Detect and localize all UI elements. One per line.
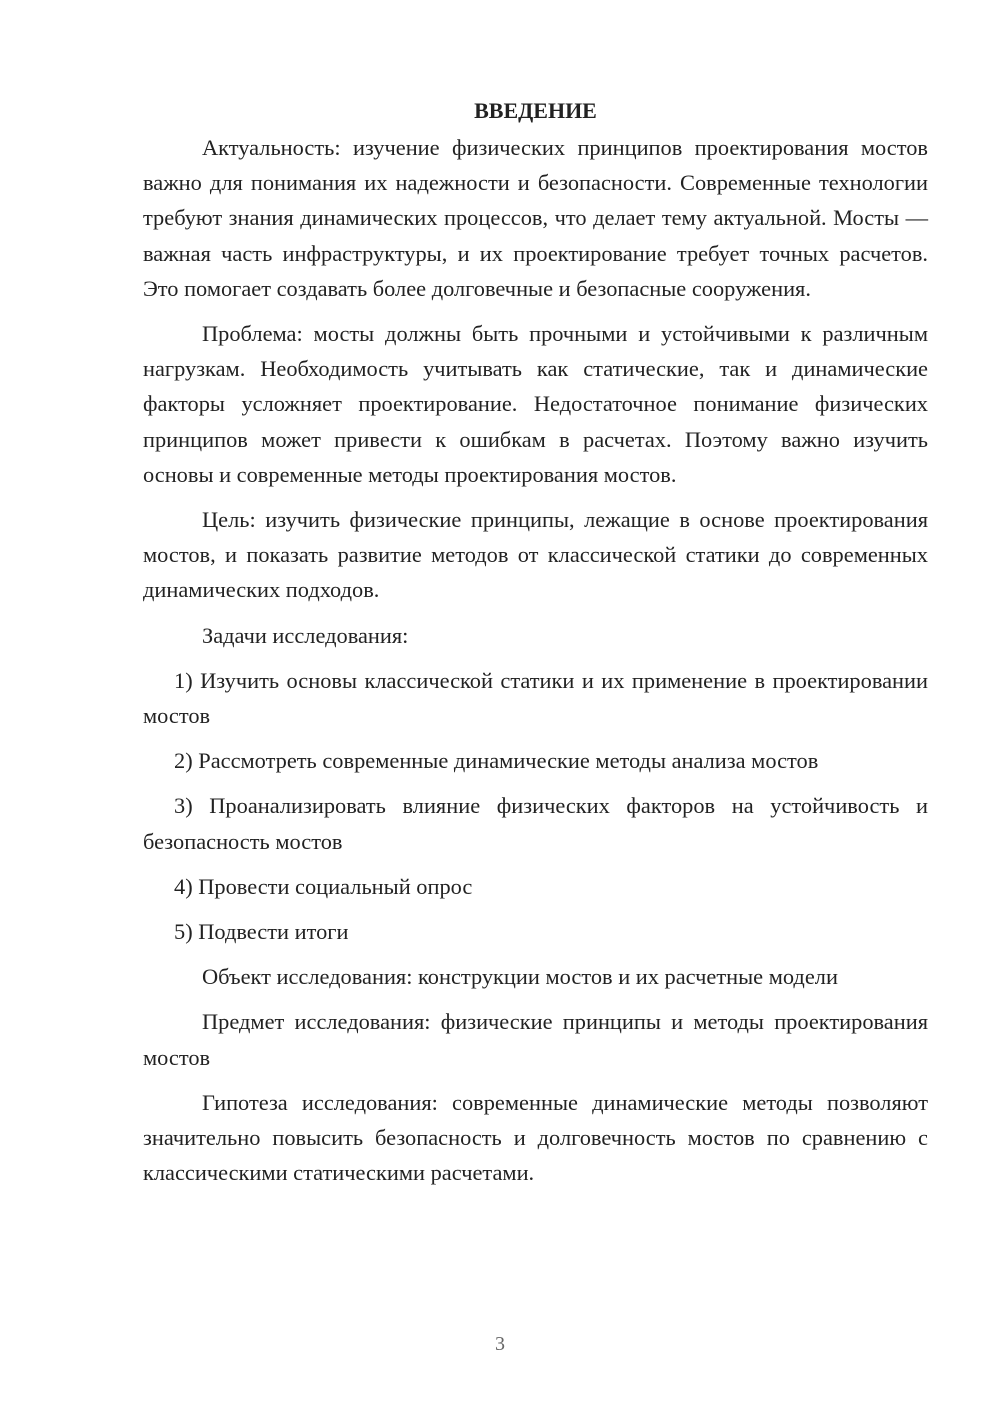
task-item: 1) Изучить основы классической статики и их применение в проектировании мостов [143, 667, 928, 729]
paragraph-tasks-heading: Задачи исследования: [202, 622, 409, 648]
paragraph-hypothesis: Гипотеза исследования: современные динамические методы позволяют значительно повысить безопасность и долговечность мостов по сравнению с классическими статическими расчетами. [143, 1089, 928, 1186]
paragraph-object: Объект исследования: конструкции мостов и их расчетные модели [202, 964, 838, 990]
paragraph-subject: Предмет исследования: физические принципы и методы проектирования мостов [143, 1009, 928, 1070]
paragraph-goal: Цель: изучить физические принципы, лежащие в основе проектирования мостов, и показать развитие методов от классической статики до современных динамических подходов. [143, 507, 928, 603]
page-number: 3 [495, 1333, 505, 1355]
paragraph-relevance: Актуальность: изучение физических принципов проектирования мостов важно для понимания их надежности и безопасности. Современные технологии требуют знания динамических процессов, что делает тему актуальной. Мосты — важная часть инфраструктуры, и их проектирование требует точных расчетов. Это помогает создавать более долговечные и безопасные сооружения. [143, 135, 928, 301]
paragraph-problem: Проблема: мосты должны быть прочными и устойчивыми к различным нагрузкам. Необходимость учитывать как статические, так и динамические факторы усложняет проектирование. Недостаточное понимание физических принципов может привести к ошибкам в расчетах. Поэтому важно изучить основы и современные методы проектирования мостов. [143, 321, 928, 487]
task-item: 3) Проанализировать влияние физических факторов на устойчивость и безопасность мостов [143, 793, 928, 854]
task-item: 2) Рассмотреть современные динамические методы анализа мостов [174, 748, 819, 774]
section-title: ВВЕДЕНИЕ [474, 98, 597, 123]
task-item: 5) Подвести итоги [174, 919, 349, 945]
document-page [143, 96, 928, 1190]
task-item: 4) Провести социальный опрос [174, 873, 473, 899]
